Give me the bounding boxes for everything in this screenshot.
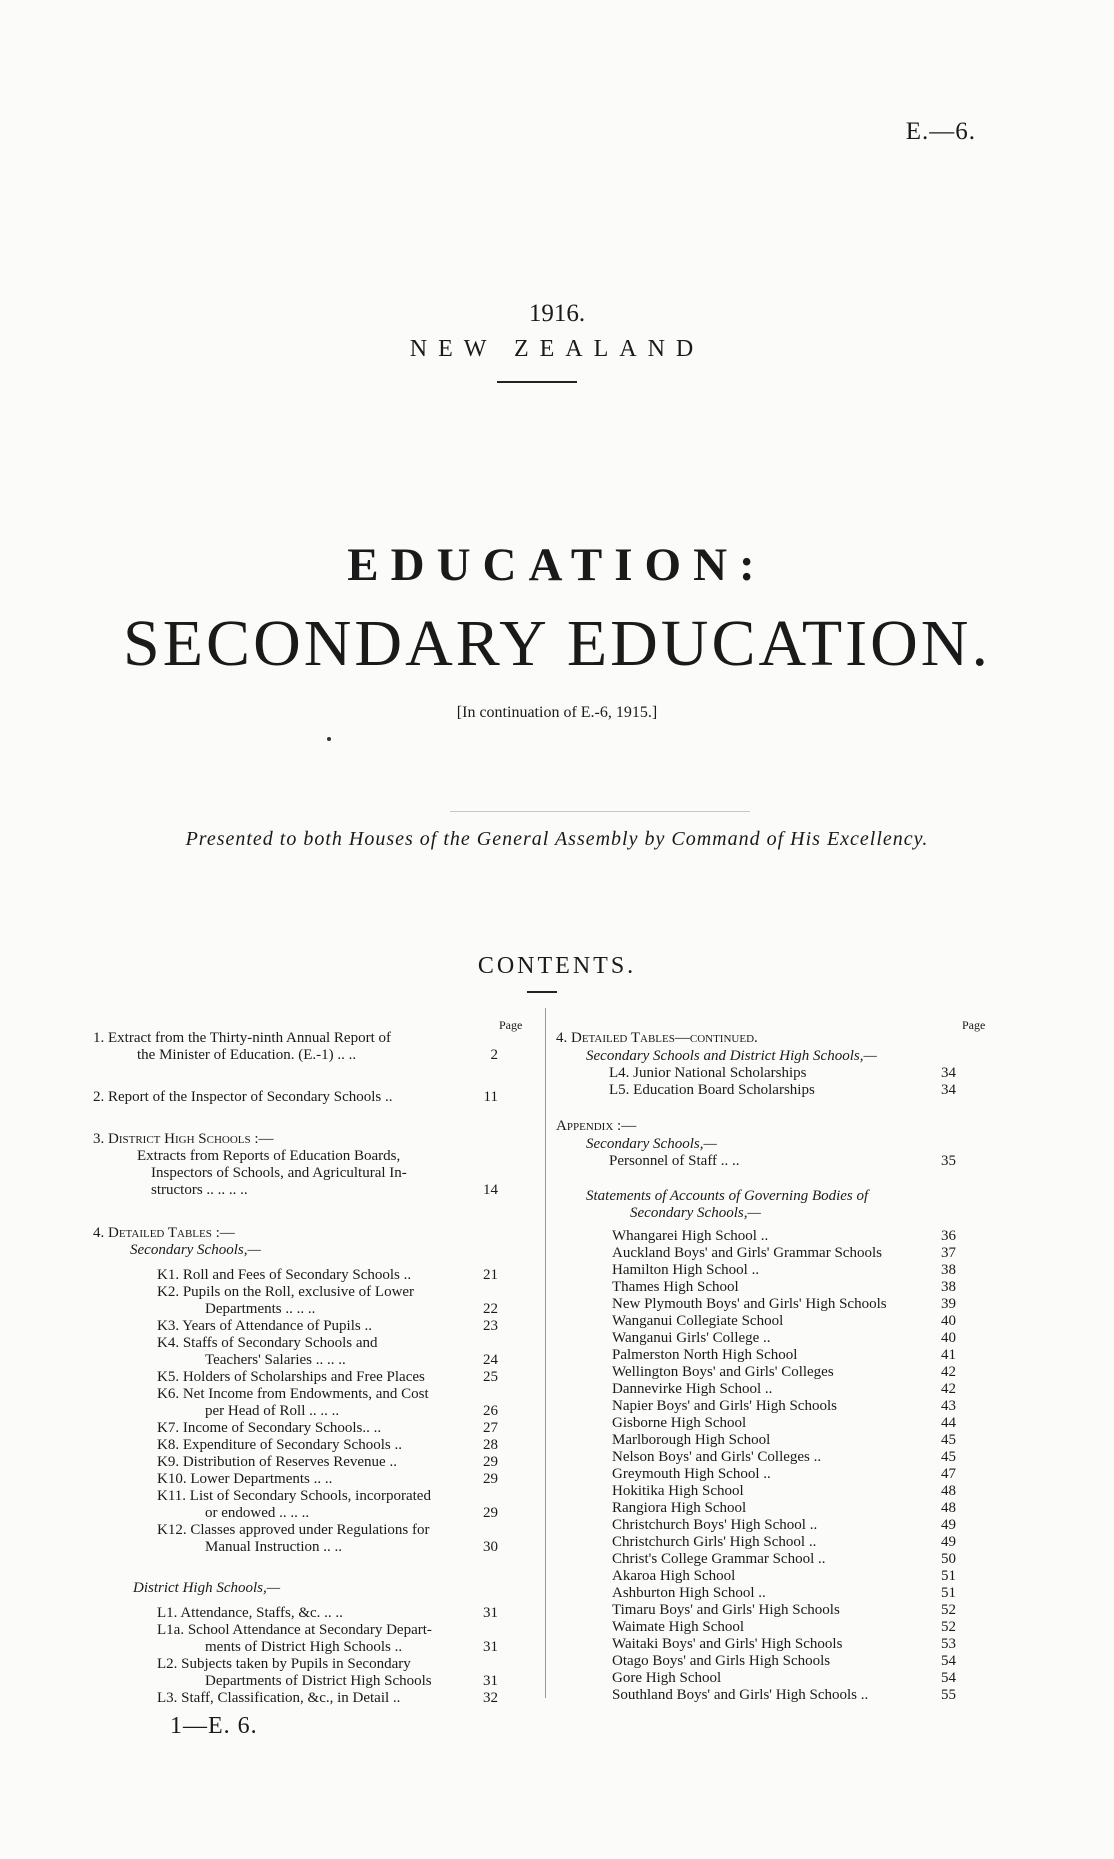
right-entry: Akaroa High School [612,1568,736,1584]
contents-heading: CONTENTS. [477,953,637,979]
left-page-number: 2 [490,1047,498,1063]
left-page-number: 29 [483,1505,498,1521]
left-page-number: 26 [483,1403,498,1419]
right-entry: Wanganui Girls' College .. [612,1330,771,1346]
left-page-number: 30 [483,1539,498,1555]
left-entry: Inspectors of Schools, and Agricultural In- [151,1165,407,1181]
right-page-number: 35 [941,1153,956,1169]
right-page-number: 38 [941,1279,956,1295]
right-entry: 4. Detailed Tables—continued. [556,1030,758,1046]
right-entry: Otago Boys' and Girls High Schools [612,1653,831,1669]
right-page-number: 45 [941,1449,956,1465]
right-page-number: 41 [941,1347,956,1363]
left-entry: K10. Lower Departments .. .. [157,1471,333,1487]
right-entry: Napier Boys' and Girls' High Schools [612,1398,837,1414]
right-entry: Secondary Schools,— [586,1136,717,1152]
right-page-number: 44 [941,1415,956,1431]
right-entry: Christchurch Girls' High School .. [612,1534,817,1550]
right-page-number: 45 [941,1432,956,1448]
right-entry: Waimate High School [612,1619,745,1635]
left-page-number: 28 [483,1437,498,1453]
right-entry: Whangarei High School .. [612,1228,769,1244]
right-page-number: 40 [941,1330,956,1346]
continuation-note: [In continuation of E.-6, 1915.] [456,704,658,721]
main-title: EDUCATION: [347,539,767,591]
right-page-number: 48 [941,1500,956,1516]
right-entry: Ashburton High School .. [612,1585,766,1601]
document-code: E.—6. [905,118,976,145]
right-page-number: 49 [941,1517,956,1533]
right-page-number: 42 [941,1364,956,1380]
right-page-number: 53 [941,1636,956,1652]
left-entry: 1. Extract from the Thirty-ninth Annual Report of [93,1030,391,1046]
right-page-number: 36 [941,1228,956,1244]
right-entry: L5. Education Board Scholarships [609,1082,815,1098]
left-page-number: 21 [483,1267,498,1283]
right-page-number: 38 [941,1262,956,1278]
page-label-left: Page [499,1018,523,1032]
left-entry: K3. Years of Attendance of Pupils .. [157,1318,372,1334]
left-entry: Departments of District High Schools [205,1673,432,1689]
right-page-number: 51 [941,1585,956,1601]
left-entry: L1a. School Attendance at Secondary Depart- [157,1622,432,1638]
left-entry: Manual Instruction .. .. [205,1539,343,1555]
subtitle: SECONDARY EDUCATION. [123,607,991,680]
contents-rule [527,991,557,993]
left-entry: K6. Net Income from Endowments, and Cost [157,1386,429,1402]
right-entry: Wanganui Collegiate School [612,1313,784,1329]
left-entry: ments of District High Schools .. [205,1639,403,1655]
right-page-number: 40 [941,1313,956,1329]
left-page-number: 29 [483,1471,498,1487]
right-entry: Secondary Schools and District High Schools,— [586,1048,877,1064]
right-page-number: 51 [941,1568,956,1584]
left-entry: Teachers' Salaries .. .. .. [205,1352,346,1368]
right-entry: Christ's College Grammar School .. [612,1551,826,1567]
left-page-number: 32 [483,1690,498,1706]
left-page-number: 31 [483,1673,498,1689]
right-page-number: 52 [941,1619,956,1635]
right-entry: Christchurch Boys' High School .. [612,1517,818,1533]
left-page-number: 31 [483,1639,498,1655]
right-entry: Gisborne High School [612,1415,747,1431]
right-entry: Nelson Boys' and Girls' Colleges .. [612,1449,822,1465]
left-entry: 4. Detailed Tables :— [93,1225,235,1241]
right-page-number: 55 [941,1687,956,1703]
right-entry: Greymouth High School .. [612,1466,771,1482]
right-entry: Southland Boys' and Girls' High Schools .. [612,1687,869,1703]
left-page-number: 25 [483,1369,498,1385]
left-entry: K11. List of Secondary Schools, incorporated [157,1488,431,1504]
left-entry: K12. Classes approved under Regulations for [157,1522,430,1538]
year: 1916. [528,300,586,327]
left-entry: or endowed .. .. .. [205,1505,310,1521]
right-page-number: 39 [941,1296,956,1312]
right-entry: L4. Junior National Scholarships [609,1065,807,1081]
right-entry: New Plymouth Boys' and Girls' High Schools [612,1296,887,1312]
right-entry: Auckland Boys' and Girls' Grammar Schools [612,1245,882,1261]
left-entry: Departments .. .. .. [205,1301,316,1317]
left-entry: K5. Holders of Scholarships and Free Places [157,1369,425,1385]
presented-line: Presented to both Houses of the General Assembly by Command of His Excellency. [185,828,929,850]
left-entry: K9. Distribution of Reserves Revenue .. [157,1454,397,1470]
column-divider [545,1008,546,1698]
left-entry: structors .. .. .. .. [151,1182,248,1198]
left-entry: per Head of Roll .. .. .. [205,1403,340,1419]
right-entry: Wellington Boys' and Girls' Colleges [612,1364,834,1380]
left-entry: Secondary Schools,— [130,1242,261,1258]
left-page-number: 14 [483,1182,498,1198]
right-page-number: 52 [941,1602,956,1618]
right-page-number: 49 [941,1534,956,1550]
left-entry: L1. Attendance, Staffs, &c. .. .. [157,1605,343,1621]
right-entry: Waitaki Boys' and Girls' High Schools [612,1636,843,1652]
right-entry: Hamilton High School .. [612,1262,760,1278]
right-entry: Dannevirke High School .. [612,1381,773,1397]
right-entry: Gore High School [612,1670,722,1686]
left-page-number: 23 [483,1318,498,1334]
left-entry: K1. Roll and Fees of Secondary Schools .. [157,1267,412,1283]
right-entry: Timaru Boys' and Girls' High Schools [612,1602,840,1618]
right-page-number: 48 [941,1483,956,1499]
right-page-number: 50 [941,1551,956,1567]
left-page-number: 27 [483,1420,498,1436]
ink-dot [327,737,331,741]
left-entry: K8. Expenditure of Secondary Schools .. [157,1437,402,1453]
left-page-number: 29 [483,1454,498,1470]
right-page-number: 34 [941,1065,956,1081]
page-label-right: Page [962,1018,986,1032]
right-entry: Marlborough High School [612,1432,771,1448]
left-entry: 2. Report of the Inspector of Secondary Schools .. [93,1089,393,1105]
left-page-number: 31 [483,1605,498,1621]
title-rule [497,381,577,383]
right-page-number: 54 [941,1653,956,1669]
right-entry: Secondary Schools,— [630,1205,761,1221]
left-entry: the Minister of Education. (E.-1) .. .. [137,1047,357,1063]
right-page-number: 34 [941,1082,956,1098]
right-entry: Rangiora High School [612,1500,747,1516]
left-entry: L2. Subjects taken by Pupils in Secondary [157,1656,411,1672]
right-entry: Statements of Accounts of Governing Bodies of [586,1188,869,1204]
printer-signature: 1—E. 6. [170,1713,258,1739]
right-entry: Palmerston North High School [612,1347,798,1363]
right-page-number: 47 [941,1466,956,1482]
country: NEW ZEALAND [409,336,705,362]
right-page-number: 42 [941,1381,956,1397]
right-page-number: 54 [941,1670,956,1686]
right-page-number: 43 [941,1398,956,1414]
right-entry: Thames High School [612,1279,739,1295]
right-entry: Hokitika High School [612,1483,744,1499]
left-page-number: 11 [483,1089,498,1105]
right-entry: Appendix :— [556,1118,637,1134]
left-page-number: 24 [483,1352,498,1368]
left-entry: K2. Pupils on the Roll, exclusive of Lower [157,1284,415,1300]
left-page-number: 22 [483,1301,498,1317]
left-entry: K7. Income of Secondary Schools.. .. [157,1420,382,1436]
left-entry: L3. Staff, Classification, &c., in Detail .. [157,1690,401,1706]
faint-rule [450,811,750,812]
left-entry: Extracts from Reports of Education Boards, [137,1148,401,1164]
left-entry: 3. District High Schools :— [93,1131,274,1147]
left-entry: District High Schools,— [133,1580,281,1596]
left-entry: K4. Staffs of Secondary Schools and [157,1335,378,1351]
right-entry: Personnel of Staff .. .. [609,1153,740,1169]
right-page-number: 37 [941,1245,956,1261]
